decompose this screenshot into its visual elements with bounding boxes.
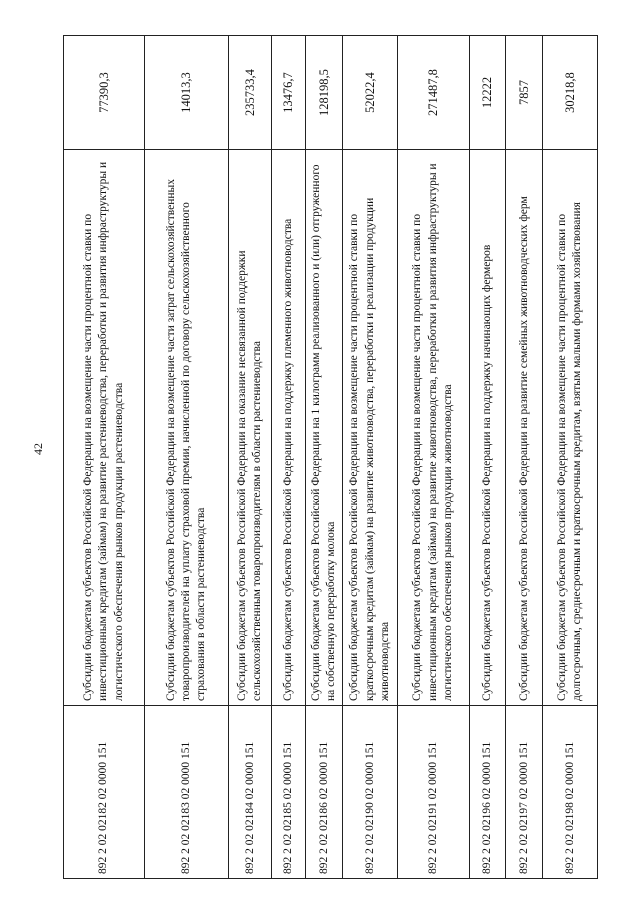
subsidy-description: Субсидии бюджетам субъектов Российской Федерации на возмещение части процентной ставки по инвестиционным кредитам (займам) на развитие растениеводства, переработки и развития инфраструктуры и логистического обеспечения рынков продукции растениеводства xyxy=(64,150,145,706)
amount-value: 7857 xyxy=(506,36,543,150)
subsidy-description: Субсидии бюджетам субъектов Российской Федерации на возмещение части процентной ставки по краткосрочным кредитам (займам) на развитие животноводства, переработки и реализации продукции животноводства xyxy=(343,150,398,706)
amount-value: 52022,4 xyxy=(343,36,398,150)
table-row xyxy=(506,36,543,879)
classification-code: 892 2 02 02191 02 0000 151 xyxy=(397,706,469,879)
classification-code: 892 2 02 02185 02 0000 151 xyxy=(272,706,306,879)
classification-code: 892 2 02 02183 02 0000 151 xyxy=(145,706,229,879)
table-row xyxy=(306,36,343,879)
classification-code: 892 2 02 02196 02 0000 151 xyxy=(469,706,506,879)
classification-code: 892 2 02 02198 02 0000 151 xyxy=(543,706,598,879)
subsidy-description: Субсидии бюджетам субъектов Российской Федерации на развитие семейных животноводческих ферм xyxy=(506,150,543,706)
table-row xyxy=(229,36,272,879)
table-row xyxy=(543,36,598,879)
table-row xyxy=(64,36,145,879)
amount-value: 14013,3 xyxy=(145,36,229,150)
amount-value: 12222 xyxy=(469,36,506,150)
classification-code: 892 2 02 02190 02 0000 151 xyxy=(343,706,398,879)
subsidy-description: Субсидии бюджетам субъектов Российской Федерации на оказание несвязанной поддержки сельскохозяйственным товаропроизводителям в области растениеводства xyxy=(229,150,272,706)
subsidy-description: Субсидии бюджетам субъектов Российской Федерации на поддержку начинающих фермеров xyxy=(469,150,506,706)
amount-value: 13476,7 xyxy=(272,36,306,150)
subsidy-description: Субсидии бюджетам субъектов Российской Федерации на возмещение части процентной ставки по долгосрочным, среднесрочным и краткосрочным кредитам, взятым малыми формами хозяйствования xyxy=(543,150,598,706)
classification-code: 892 2 02 02197 02 0000 151 xyxy=(506,706,543,879)
subsidy-description: Субсидии бюджетам субъектов Российской Федерации на возмещение части затрат сельскохозяйственных товаропроизводителей на уплату страховой премии, начисленной по договору сельскохозяйственного страхования в области растениеводства xyxy=(145,150,229,706)
rotated-table-container xyxy=(63,35,598,879)
amount-value: 77390,3 xyxy=(64,36,145,150)
table-row xyxy=(343,36,398,879)
subsidy-description: Субсидии бюджетам субъектов Российской Федерации на 1 килограмм реализованного и (или) отгруженного на собственную переработку молока xyxy=(306,150,343,706)
budget-table xyxy=(63,35,598,879)
classification-code: 892 2 02 02182 02 0000 151 xyxy=(64,706,145,879)
amount-value: 30218,8 xyxy=(543,36,598,150)
amount-value: 271487,8 xyxy=(397,36,469,150)
amount-value: 235733,4 xyxy=(229,36,272,150)
subsidy-description: Субсидии бюджетам субъектов Российской Федерации на возмещение части процентной ставки по инвестиционным кредитам (займам) на развитие животноводства, переработки и развития инфраструктуры и логистического обеспечения рынков продукции животноводства xyxy=(397,150,469,706)
amount-value: 128198,5 xyxy=(306,36,343,150)
table-row xyxy=(397,36,469,879)
table-row xyxy=(272,36,306,879)
page-number: 42 xyxy=(31,443,45,455)
table-row xyxy=(469,36,506,879)
classification-code: 892 2 02 02184 02 0000 151 xyxy=(229,706,272,879)
table-row xyxy=(145,36,229,879)
subsidy-description: Субсидии бюджетам субъектов Российской Федерации на поддержку племенного животноводства xyxy=(272,150,306,706)
classification-code: 892 2 02 02186 02 0000 151 xyxy=(306,706,343,879)
